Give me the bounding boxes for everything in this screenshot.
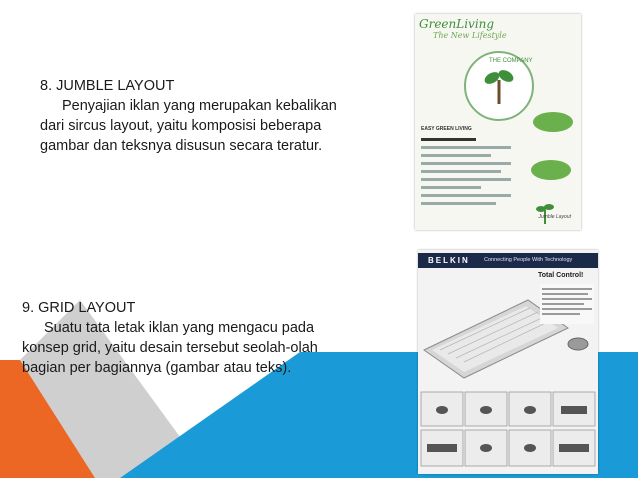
- section1-line1: Penyajian iklan yang merupakan kebalikan: [62, 98, 337, 114]
- section2-heading: 9. GRID LAYOUT: [22, 300, 136, 316]
- logo-main-text: GreenLiving: [419, 17, 495, 31]
- footprint-icon: [527, 154, 575, 184]
- company-badge-icon: [459, 46, 539, 126]
- sprout-icon: [535, 200, 555, 224]
- grid-layout-section: [22, 298, 382, 378]
- grid-layout-example-image: [418, 250, 598, 474]
- section2-line1: Suatu tata letak iklan yang mengacu pada: [44, 320, 315, 336]
- list-heading: EASY GREEN LIVING: [421, 126, 472, 132]
- jumble-layout-example-image: [415, 14, 581, 230]
- section1-line2: dari sircus layout, yaitu komposisi beberapa: [40, 118, 322, 134]
- ad-slogan: Connecting People With Technology: [484, 257, 573, 263]
- section2-line3: bagian per bagiannya (gambar atau teks).: [22, 360, 292, 376]
- company-text: THE COMPANY: [489, 58, 533, 64]
- keyboard-icon: [418, 280, 598, 390]
- jumble-caption: Jumble Layout: [538, 214, 571, 220]
- section2-line2: konsep grid, yaitu desain tersebut seolah-olah: [22, 340, 318, 356]
- ad-headline: Total Control!: [538, 272, 584, 279]
- greenliving-logo: [419, 19, 507, 41]
- section1-heading: 8. JUMBLE LAYOUT: [40, 78, 175, 94]
- jumble-layout-section: [40, 76, 385, 156]
- section1-line3: gambar dan teksnya disusun secara teratur.: [40, 138, 323, 154]
- footprint-icon: [529, 106, 577, 136]
- list-text-lines: [421, 138, 511, 210]
- belkin-logo: BELKIN: [428, 256, 470, 265]
- logo-sub-text: The New Lifestyle: [433, 31, 507, 40]
- product-grid-icon: [419, 390, 597, 470]
